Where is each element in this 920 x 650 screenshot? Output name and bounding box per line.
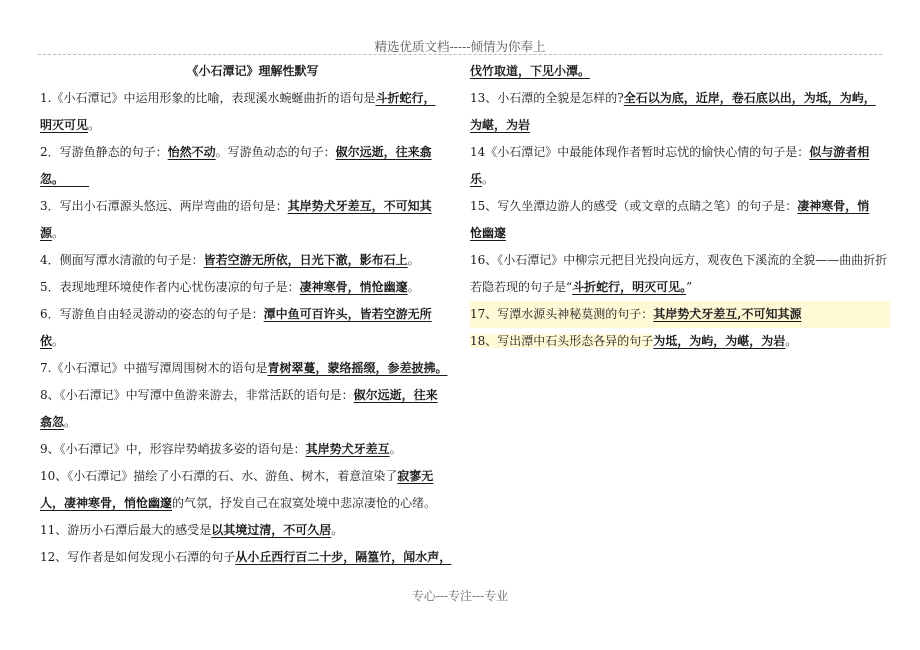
- question-1: 1.《小石潭记》中运用形象的比喻，表现溪水蜿蜒曲折的语句是斗折蛇行， 明灭可见。: [40, 91, 436, 132]
- left-column: [40, 58, 465, 571]
- question-12: 12、写作者是如何发现小石潭的句子从小丘西行百二十步，隔篁竹，闻水声，: [40, 550, 452, 564]
- question-16: 16、《小石潭记》中柳宗元把目光投向远方，观夜色下溪流的全貌——曲曲折折若隐若现的句子是“斗折蛇行，明灭可见。”: [470, 253, 888, 294]
- page-header: 精选优质文档-----倾情为你奉上: [374, 39, 546, 54]
- question-6: 6．写游鱼自由轻灵游动的姿态的句子是：潭中鱼可百许头，皆若空游无所 依。: [40, 307, 432, 348]
- question-2: 2．写游鱼静态的句子：怡然不动。写游鱼动态的句子：俶尔远逝，往来翕 忽。: [40, 145, 432, 186]
- page-footer: 专心---专注---专业: [411, 589, 509, 603]
- question-11: 11、游历小石潭后最大的感受是以其境过清，不可久居。: [40, 523, 344, 537]
- question-5: 5．表现地理环境使作者内心忧伤凄凉的句子是：凄神寒骨，悄怆幽邃。: [40, 280, 420, 294]
- question-4: 4．侧面写潭水清澈的句子是：皆若空游无所依，日光下澈，影布石上。: [40, 253, 420, 267]
- question-18: 18、写出潭中石头形态各异的句子为坻，为屿，为嵁，为岩。: [470, 334, 798, 348]
- right-column: [470, 58, 890, 355]
- question-7: 7.《小石潭记》中描写潭周围树木的语句是青树翠蔓，蒙络摇缀，参差披拂。: [40, 361, 448, 375]
- question-3: 3．写出小石潭源头悠远、两岸弯曲的语句是：其岸势犬牙差互，不可知其 源。: [40, 199, 432, 240]
- question-12-continued: 伐竹取道，下见小潭。: [470, 64, 591, 78]
- question-17: 17、写潭水源头神秘莫测的句子：其岸势犬牙差互,不可知其源: [470, 301, 890, 328]
- question-9: 9、《小石潭记》中，形容岸势峭拔多姿的语句是：其岸势犬牙差互。: [40, 442, 402, 456]
- question-14: 14《小石潭记》中最能体现作者暂时忘忧的愉快心情的句子是：似与游者相 乐。: [470, 145, 870, 186]
- header-divider: [38, 54, 882, 55]
- document-title: 《小石潭记》理解性默写: [186, 64, 319, 78]
- question-13: 13、小石潭的全貌是怎样的?全石以为底，近岸，卷石底以出，为坻，为屿， 为嵁，为岩: [470, 91, 876, 132]
- question-15: 15、写久坐潭边游人的感受（或文章的点睛之笔）的句子是：凄神寒骨，悄 怆幽邃: [470, 199, 870, 240]
- question-10: 10、《小石潭记》描绘了小石潭的石、水、游鱼、树木，着意渲染了寂寥无 人，凄神寒骨，悄怆幽邃的气氛，抒发自己在寂寞处境中悲凉凄怆的心绪。: [40, 469, 437, 510]
- question-8: 8、《小石潭记》中写潭中鱼游来游去，非常活跃的语句是：俶尔远逝，往来 翕忽。: [40, 388, 438, 429]
